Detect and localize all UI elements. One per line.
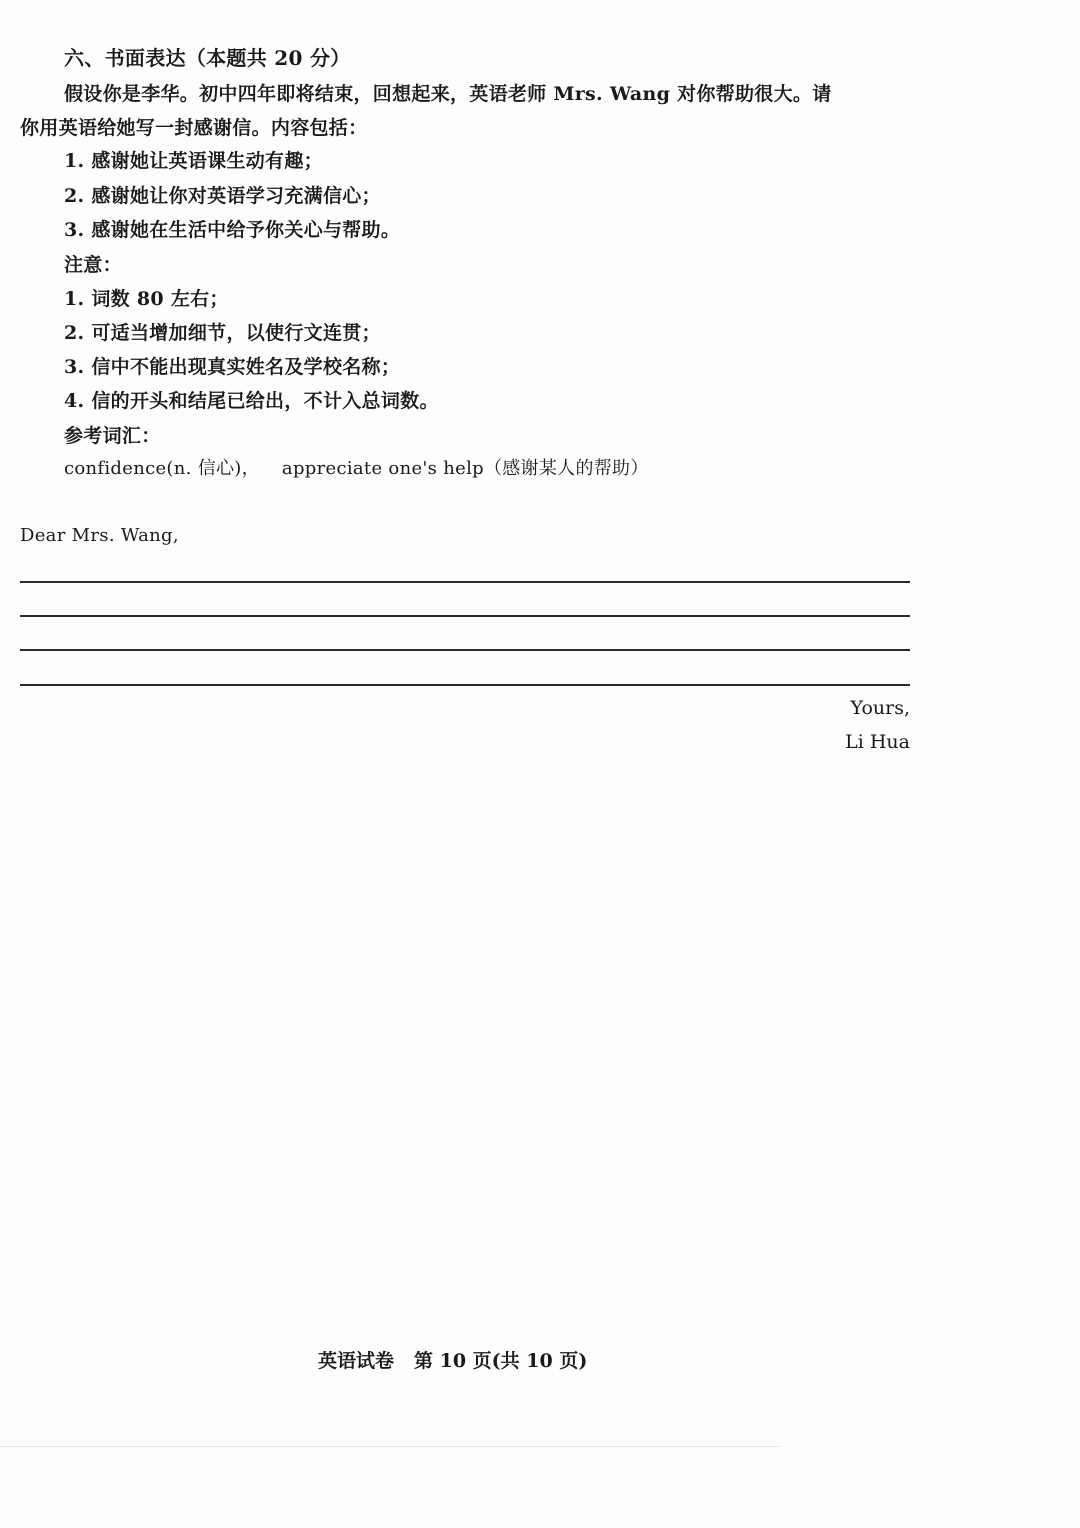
letter-closing: Yours, (850, 697, 910, 719)
content-point-1: 1. 感谢她让英语课生动有趣； (64, 150, 323, 172)
footer-subject: 英语试卷 (318, 1350, 395, 1372)
footer-page-number: 第 10 页(共 10 页) (414, 1350, 588, 1372)
page-footer (318, 1346, 587, 1373)
prompt-line-2: 你用英语给她写一封感谢信。内容包括： (20, 117, 368, 139)
writing-line-3[interactable] (20, 649, 910, 651)
vocab-list (64, 454, 649, 480)
content-point-3: 3. 感谢她在生活中给予你关心与帮助。 (64, 219, 401, 241)
writing-line-1[interactable] (20, 581, 910, 583)
note-item-1: 1. 词数 80 左右； (64, 288, 229, 310)
letter-salutation: Dear Mrs. Wang, (20, 525, 179, 546)
vocab-heading: 参考词汇： (64, 425, 161, 447)
note-item-2: 2. 可适当增加细节，以使行文连贯； (64, 322, 381, 344)
letter-signature: Li Hua (845, 731, 910, 753)
page-bottom-edge (0, 1446, 780, 1447)
vocab-item-appreciate: appreciate one's help（感谢某人的帮助） (281, 458, 649, 479)
writing-line-4[interactable] (20, 684, 910, 686)
writing-line-2[interactable] (20, 615, 910, 617)
note-item-4: 4. 信的开头和结尾已给出，不计入总词数。 (64, 390, 439, 412)
note-item-3: 3. 信中不能出现真实姓名及学校名称； (64, 356, 401, 378)
prompt-line-1: 假设你是李华。初中四年即将结束，回想起来，英语老师 Mrs. Wang 对你帮助很大。请 (64, 83, 832, 105)
content-point-2: 2. 感谢她让你对英语学习充满信心； (64, 185, 381, 207)
section-title: 六、书面表达（本题共 20 分） (64, 46, 351, 70)
vocab-item-confidence: confidence(n. 信心)， (64, 458, 260, 479)
notes-heading: 注意： (64, 254, 122, 276)
